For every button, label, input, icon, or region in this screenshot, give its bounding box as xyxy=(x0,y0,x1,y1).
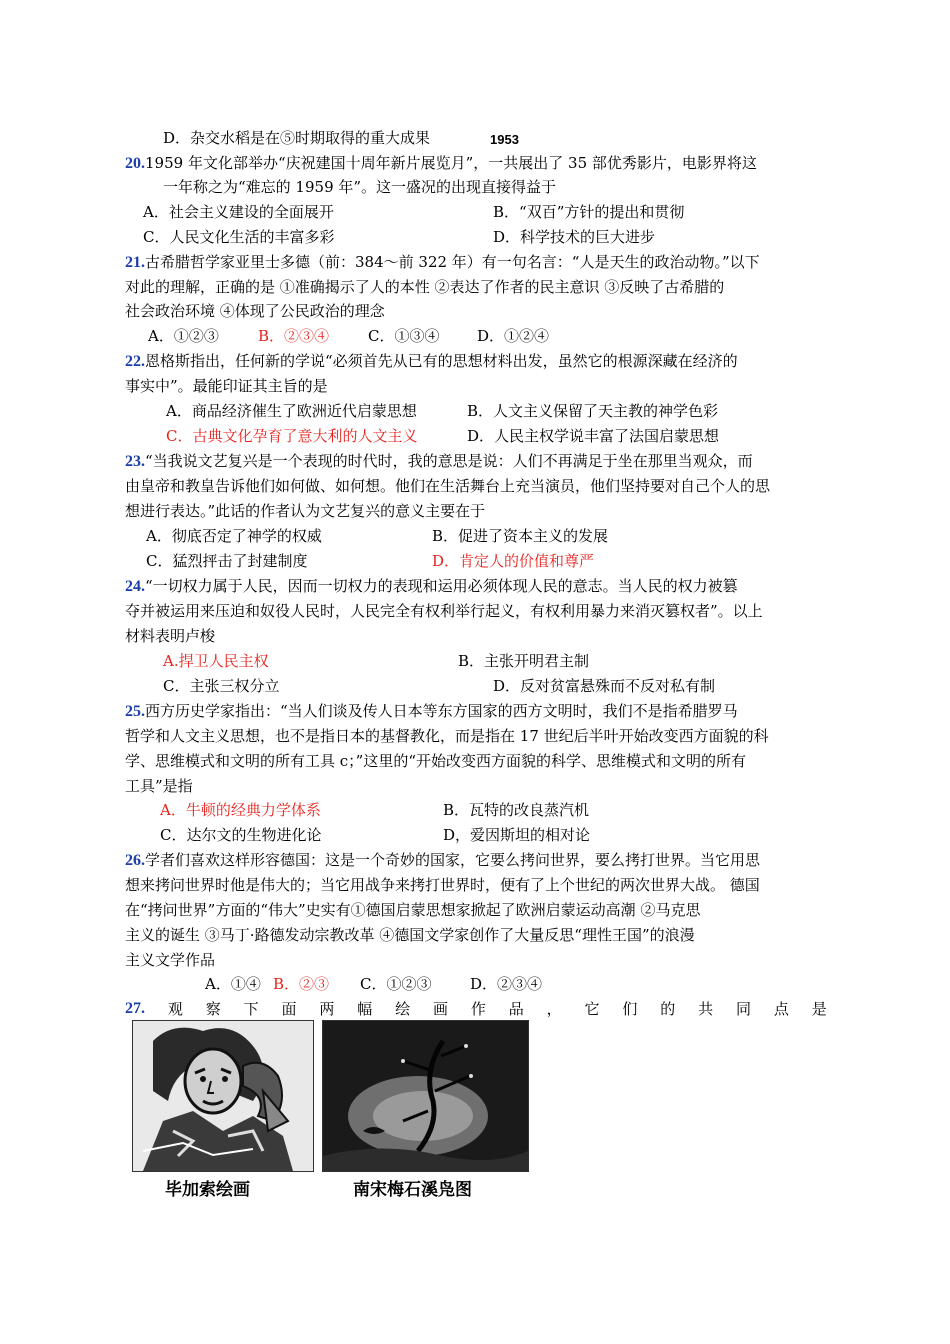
q27-char: 们 xyxy=(622,1000,638,1018)
year-label: 1953 xyxy=(490,132,519,147)
q27-char: 它 xyxy=(584,1000,600,1018)
q26-stem-text-1: 学者们喜欢这样形容德国：这是一个奇妙的国家，它要么拷问世界，要么拷打世界。当它用思 xyxy=(145,851,761,869)
q20-number: 20. xyxy=(125,155,145,172)
q27-char: ， xyxy=(546,1000,562,1018)
q25-option-d: D，爱因斯坦的相对论 xyxy=(443,826,591,844)
q27-char: 绘 xyxy=(395,1000,411,1018)
song-dynasty-painting-caption: 南宋梅石溪凫图 xyxy=(353,1180,472,1200)
q21-number: 21. xyxy=(125,254,145,271)
q25-stem-line-4: 工具”是指 xyxy=(125,777,193,795)
q23-stem-line-1 xyxy=(125,451,753,472)
q26-option-c: C．①②③ xyxy=(360,975,432,993)
q20-option-d: D．科学技术的巨大进步 xyxy=(493,228,656,246)
q20-stem-line-1 xyxy=(125,153,757,174)
q19-option-d: D．杂交水稻是在⑤时期取得的重大成果 xyxy=(163,129,431,147)
q26-option-d: D．②③④ xyxy=(470,975,543,993)
q22-stem-line-1 xyxy=(125,351,738,372)
q23-option-d: D．肯定人的价值和尊严 xyxy=(432,552,595,570)
q26-stem-line-4: 主义的诞生 ③马丁·路德发动宗教改革 ④德国文学家创作了大量反思“理性王国”的浪漫 xyxy=(125,926,695,944)
picasso-painting-caption: 毕加索绘画 xyxy=(165,1180,250,1200)
q20-option-b: B．“双百”方针的提出和贯彻 xyxy=(493,203,685,221)
q27-char: 下 xyxy=(243,1000,259,1018)
q24-number: 24. xyxy=(125,578,145,595)
picasso-painting-drawing xyxy=(133,1021,313,1171)
q27-char: 品 xyxy=(508,1000,524,1018)
q25-option-a: A．牛顿的经典力学体系 xyxy=(160,801,321,819)
q22-stem-line-2: 事实中”。最能印证其主旨的是 xyxy=(125,377,328,395)
q24-option-d: D．反对贫富悬殊而不反对私有制 xyxy=(493,677,716,695)
q24-stem-line-1 xyxy=(125,576,738,597)
q21-stem-line-1 xyxy=(125,252,760,273)
song-dynasty-painting-drawing xyxy=(323,1021,528,1171)
q23-option-a: A．彻底否定了神学的权威 xyxy=(146,527,322,545)
q21-option-b: B．②③④ xyxy=(258,327,330,345)
q24-option-a: A.捍卫人民主权 xyxy=(163,652,269,670)
q25-stem-line-1 xyxy=(125,701,738,722)
q27-stem xyxy=(125,999,827,1019)
q23-option-b: B．促进了资本主义的发展 xyxy=(432,527,609,545)
q26-stem-line-5: 主义文学作品 xyxy=(125,951,216,969)
q25-stem-text-1: 西方历史学家指出：“当人们谈及传人日本等东方国家的西方文明时，我们不是指希腊罗马 xyxy=(145,702,738,720)
q27-char: 的 xyxy=(660,1000,676,1018)
q25-option-b: B．瓦特的改良蒸汽机 xyxy=(443,801,590,819)
q22-option-d: D．人民主权学说丰富了法国启蒙思想 xyxy=(467,427,720,445)
q23-stem-line-3: 想进行表达。”此话的作者认为文艺复兴的意义主要在于 xyxy=(125,502,486,520)
q27-number: 27. xyxy=(125,1000,145,1017)
q23-option-c: C．猛烈抨击了封建制度 xyxy=(146,552,308,570)
q25-number: 25. xyxy=(125,703,145,720)
q21-option-a: A．①②③ xyxy=(148,327,219,345)
q27-char: 观 xyxy=(167,1000,183,1018)
q22-option-b: B．人文主义保留了天主教的神学色彩 xyxy=(467,402,719,420)
q20-option-c: C．人民文化生活的丰富多彩 xyxy=(143,228,335,246)
q22-option-c: C．古典文化孕育了意大利的人文主义 xyxy=(166,427,418,445)
q26-stem-line-1 xyxy=(125,850,760,871)
q26-number: 26. xyxy=(125,852,145,869)
q24-stem-line-3: 材料表明卢梭 xyxy=(125,627,216,645)
q27-char: 察 xyxy=(205,1000,221,1018)
song-dynasty-painting-image xyxy=(322,1020,529,1172)
q24-option-b: B．主张开明君主制 xyxy=(458,652,590,670)
q27-char: 作 xyxy=(470,1000,486,1018)
q27-char: 幅 xyxy=(357,1000,373,1018)
q23-stem-text-1: “当我说文艺复兴是一个表现的时代时，我的意思是说：人们不再满足于坐在那里当观众，而 xyxy=(145,452,753,470)
q23-stem-line-2: 由皇帝和教皇告诉他们如何做、如何想。他们在生活舞台上充当演员，他们坚持要对自己个人的思 xyxy=(125,477,771,495)
q20-option-a: A．社会主义建设的全面展开 xyxy=(143,203,334,221)
q24-stem-line-2: 夺并被运用来压迫和奴役人民时，人民完全有权利举行起义，有权利用暴力来消灭篡权者”。以上 xyxy=(125,602,763,620)
q20-stem-text-1: 1959 年文化部举办“庆祝建国十周年新片展览月”，一共展出了 35 部优秀影片，电影界将这 xyxy=(145,154,757,172)
q24-stem-text-1: “一切权力属于人民，因而一切权力的表现和运用必须体现人民的意志。当人民的权力被篡 xyxy=(145,577,738,595)
q22-option-a: A．商品经济催生了欧洲近代启蒙思想 xyxy=(166,402,417,420)
q22-number: 22. xyxy=(125,353,145,370)
q27-char: 共 xyxy=(698,1000,714,1018)
picasso-painting-image xyxy=(132,1020,314,1172)
q27-char: 画 xyxy=(432,1000,448,1018)
q27-char: 面 xyxy=(281,1000,297,1018)
q26-stem-line-2: 想来拷问世界时他是伟大的；当它用战争来拷打世界时，便有了上个世纪的两次世界大战。 德国 xyxy=(125,876,760,894)
q21-stem-line-3: 社会政治环境 ④体现了公民政治的理念 xyxy=(125,302,385,320)
q21-stem-text-1: 古希腊哲学家亚里士多德（前：384～前 322 年）有一句名言：“人是天生的政治动物。”以下 xyxy=(145,253,760,271)
q25-option-c: C．达尔文的生物进化论 xyxy=(160,826,322,844)
q23-number: 23. xyxy=(125,453,145,470)
q27-char: 两 xyxy=(319,1000,335,1018)
q20-stem-line-2: 一年称之为“难忘的 1959 年”。这一盛况的出现直接得益于 xyxy=(163,178,557,196)
q26-stem-line-3: 在“拷问世界”方面的“伟大”史实有①德国启蒙思想家掀起了欧洲启蒙运动高潮 ②马克思 xyxy=(125,901,701,919)
q25-stem-line-3: 学、思维模式和文明的所有工具 c；”这里的“开始改变西方面貌的科学、思维模式和文明的所有 xyxy=(125,752,747,770)
q27-char: 同 xyxy=(735,1000,751,1018)
q27-char: 是 xyxy=(811,1000,827,1018)
q24-option-c: C．主张三权分立 xyxy=(163,677,280,695)
q21-stem-line-2: 对此的理解，正确的是 ①准确揭示了人的本性 ②表达了作者的民主意识 ③反映了古希腊的 xyxy=(125,278,725,296)
q26-option-a: A．①④ xyxy=(205,975,261,993)
q21-option-c: C．①③④ xyxy=(368,327,440,345)
q27-char: 点 xyxy=(773,1000,789,1018)
q22-stem-text-1: 恩格斯指出，任何新的学说“必须首先从已有的思想材料出发，虽然它的根源深藏在经济的 xyxy=(145,352,738,370)
q25-stem-line-2: 哲学和人文主义思想，也不是指日本的基督教化，而是指在 17 世纪后半叶开始改变西方面貌的科 xyxy=(125,727,769,745)
q21-option-d: D．①②④ xyxy=(477,327,550,345)
q26-option-b: B．②③ xyxy=(273,975,330,993)
